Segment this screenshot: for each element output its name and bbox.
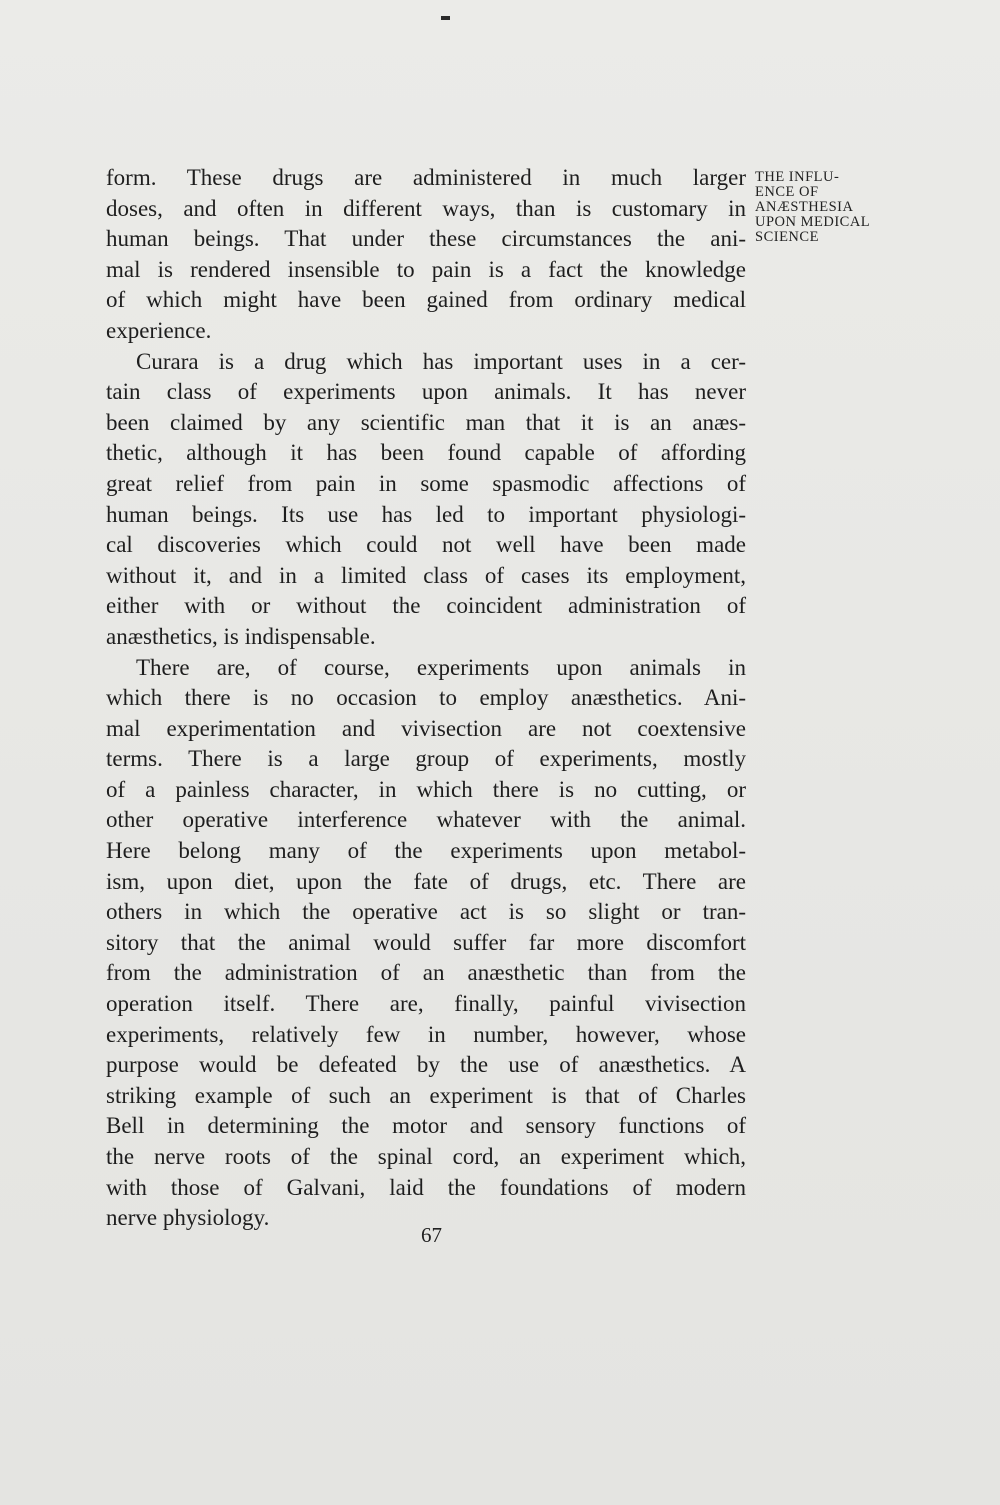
margin-note-line: UPON MEDICAL xyxy=(755,214,871,230)
margin-note-line: ENCE OF xyxy=(755,184,819,200)
text-line: operation itself. There are, finally, painful vivisection xyxy=(106,991,746,1017)
margin-note-line: THE INFLU- xyxy=(755,169,840,185)
text-line: without it, and in a limited class of cases its employment, xyxy=(106,562,746,588)
text-line: anæsthetics, is indispensable. xyxy=(106,623,376,649)
text-line: doses, and often in different ways, than is customary in xyxy=(106,195,746,221)
text-line: which there is no occasion to employ anæsthetics. Ani- xyxy=(106,685,746,711)
top-ink-mark xyxy=(441,16,450,20)
text-line: experiments, relatively few in number, however, whose xyxy=(106,1021,746,1047)
text-line: mal is rendered insensible to pain is a fact the knowledge xyxy=(106,256,746,282)
text-line: tain class of experiments upon animals. It has never xyxy=(106,379,746,405)
text-line: with those of Galvani, laid the foundations of modern xyxy=(106,1174,746,1200)
text-line: been claimed by any scientific man that it is an anæs- xyxy=(106,409,746,435)
text-line: purpose would be defeated by the use of anæsthetics. A xyxy=(106,1052,746,1078)
text-line: thetic, although it has been found capable of affording xyxy=(106,440,746,466)
margin-note-line: ANÆSTHESIA xyxy=(755,199,854,215)
text-line: either with or without the coincident administration of xyxy=(106,593,746,619)
text-line: form. These drugs are administered in much larger xyxy=(106,165,746,190)
text-line: striking example of such an experiment is that of Charles xyxy=(106,1082,746,1108)
text-line: Bell in determining the motor and sensory functions of xyxy=(106,1113,746,1139)
text-line: great relief from pain in some spasmodic affections of xyxy=(106,470,746,496)
text-line: Here belong many of the experiments upon metabol- xyxy=(106,838,746,864)
text-line: cal discoveries which could not well have been made xyxy=(106,532,746,558)
text-line: terms. There is a large group of experiments, mostly xyxy=(106,746,746,772)
text-line: mal experimentation and vivisection are not coextensive xyxy=(106,715,746,741)
text-line: human beings. That under these circumstances the ani- xyxy=(106,226,746,252)
text-line: others in which the operative act is so slight or tran- xyxy=(106,899,746,925)
body-text xyxy=(106,163,746,1234)
margin-note xyxy=(755,170,930,245)
text-line: experience. xyxy=(106,317,212,343)
text-line: of a painless character, in which there is no cutting, or xyxy=(106,776,746,802)
text-line: ism, upon diet, upon the fate of drugs, etc. There are xyxy=(106,868,746,894)
text-line: nerve physiology. xyxy=(106,1205,270,1231)
text-line: Curara is a drug which has important uses in a cer- xyxy=(136,348,746,374)
text-line: the nerve roots of the spinal cord, an experiment which, xyxy=(106,1144,746,1169)
text-line: human beings. Its use has led to important physiologi- xyxy=(106,501,746,527)
text-line: sitory that the animal would suffer far more discomfort xyxy=(106,929,746,955)
text-line: other operative interference whatever with the animal. xyxy=(106,807,746,833)
text-line: of which might have been gained from ordinary medical xyxy=(106,287,746,313)
text-line: from the administration of an anæsthetic than from the xyxy=(106,960,746,986)
margin-note-line: SCIENCE xyxy=(755,229,819,245)
page-number: 67 xyxy=(421,1223,442,1247)
text-line: There are, of course, experiments upon animals in xyxy=(136,654,746,680)
